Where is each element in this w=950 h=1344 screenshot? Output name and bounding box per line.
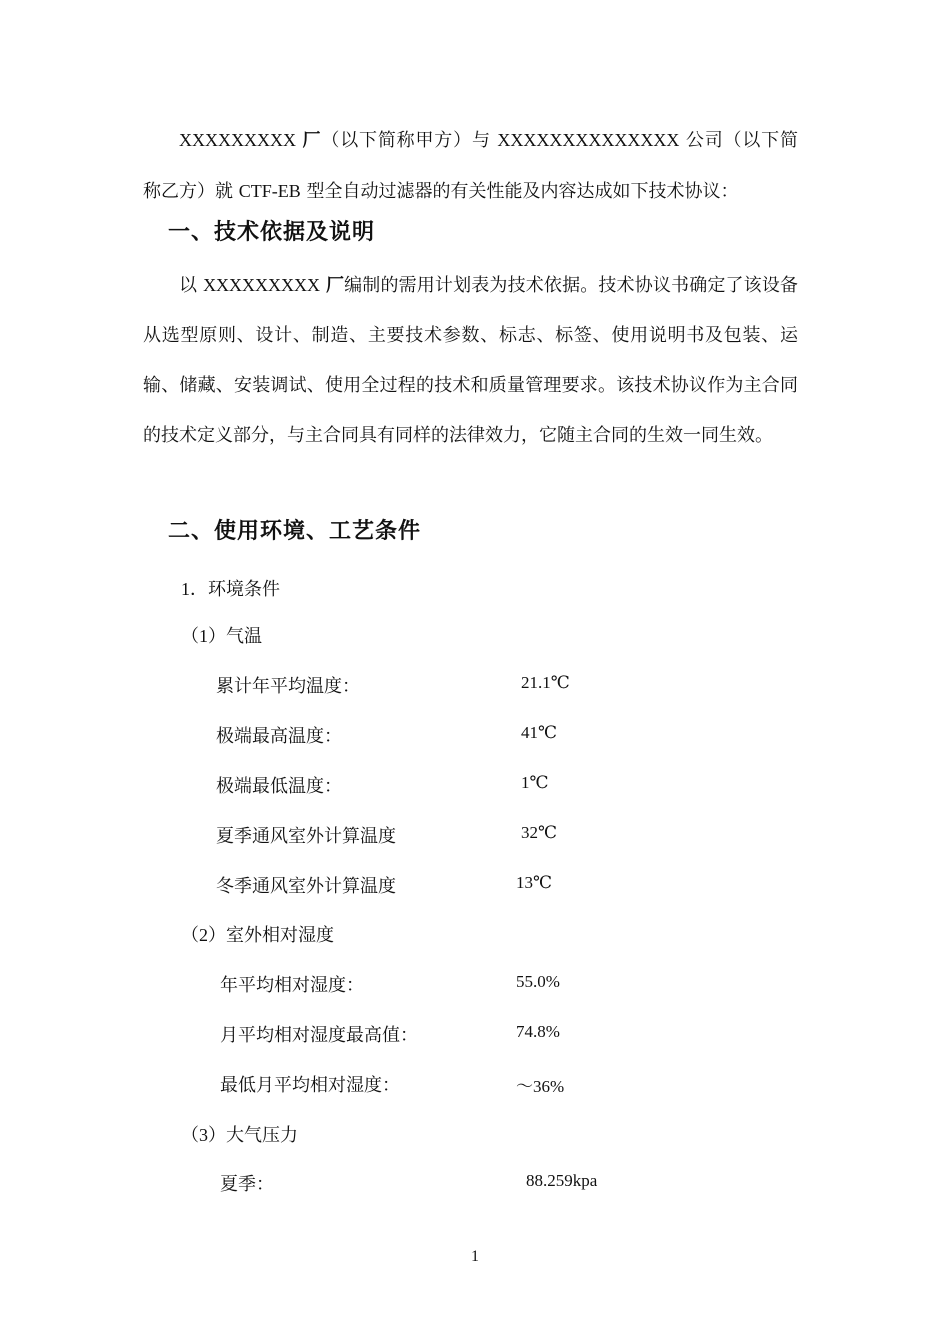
pressure-value: 88.259kpa <box>526 1171 598 1190</box>
subsection-label: 环境条件 <box>208 579 280 600</box>
intro-paragraph <box>143 115 798 217</box>
pressure-title-number: （3） <box>181 1125 226 1145</box>
temp-title <box>181 622 262 648</box>
subsection-number: 1． <box>181 579 208 599</box>
model-name: CTF-EB <box>238 181 301 201</box>
humidity-value: ～36% <box>516 1077 565 1096</box>
humidity-title-text: 室外相对湿度 <box>226 925 334 946</box>
temp-label: 极端最高温度： <box>216 726 342 747</box>
temp-title-text: 气温 <box>226 626 262 647</box>
pressure-title <box>181 1121 298 1147</box>
intro-text-1: （以下简称甲方）与 <box>321 130 491 151</box>
humidity-label: 年平均相对湿度： <box>220 975 364 996</box>
factory-char: 厂 <box>302 130 322 151</box>
temp-value: 1℃ <box>521 773 549 792</box>
temp-title-number: （1） <box>181 626 226 646</box>
temp-label: 冬季通风室外计算温度 <box>216 876 396 897</box>
humidity-value: 55.0% <box>516 972 560 991</box>
section-1-factory-char: 厂 <box>325 275 345 296</box>
company-b: XXXXXXXXXXXXXX <box>497 130 680 150</box>
temp-label: 夏季通风室外计算温度 <box>216 826 396 847</box>
company-a: XXXXXXXXX <box>179 130 296 150</box>
humidity-title <box>181 921 334 947</box>
section-2-heading: 二、使用环境、工艺条件 <box>168 519 422 544</box>
humidity-label: 最低月平均相对湿度： <box>220 1075 400 1096</box>
section-1-heading: 一、技术依据及说明 <box>168 220 376 245</box>
pressure-title-text: 大气压力 <box>226 1125 298 1146</box>
section-1-body: 编制的需用计划表为技术依据。技术协议书确定了该设备从选型原则、设计、制造、主要技术参数、标志、标签、使用说明书及包装、运输、储藏、安装调试、使用全过程的技术和质量管理要求。该技术协议作为主合同的技术定义部分，与主合同具有同样的法律效力，它随主合同的生效一同生效。 <box>143 275 799 446</box>
section-1-paragraph <box>143 260 798 461</box>
intro-text-2: 公司（以下简称乙方）就 <box>143 130 798 202</box>
temp-value: 32℃ <box>521 823 558 842</box>
humidity-label: 月平均相对湿度最高值： <box>220 1025 418 1046</box>
humidity-value: 74.8% <box>516 1022 560 1041</box>
temp-label: 累计年平均温度： <box>216 676 360 697</box>
temp-value: 21.1℃ <box>521 673 570 692</box>
humidity-title-number: （2） <box>181 925 226 945</box>
page-number: 1 <box>471 1248 479 1265</box>
temp-value: 13℃ <box>516 873 553 892</box>
intro-text-3: 型全自动过滤器的有关性能及内容达成如下技术协议： <box>306 181 739 202</box>
subsection-environment <box>181 575 280 601</box>
section-1-company: XXXXXXXXX <box>203 275 321 295</box>
section-1-prefix: 以 <box>179 275 198 296</box>
temp-value: 41℃ <box>521 723 558 742</box>
temp-label: 极端最低温度： <box>216 776 342 797</box>
pressure-label: 夏季： <box>220 1174 274 1195</box>
